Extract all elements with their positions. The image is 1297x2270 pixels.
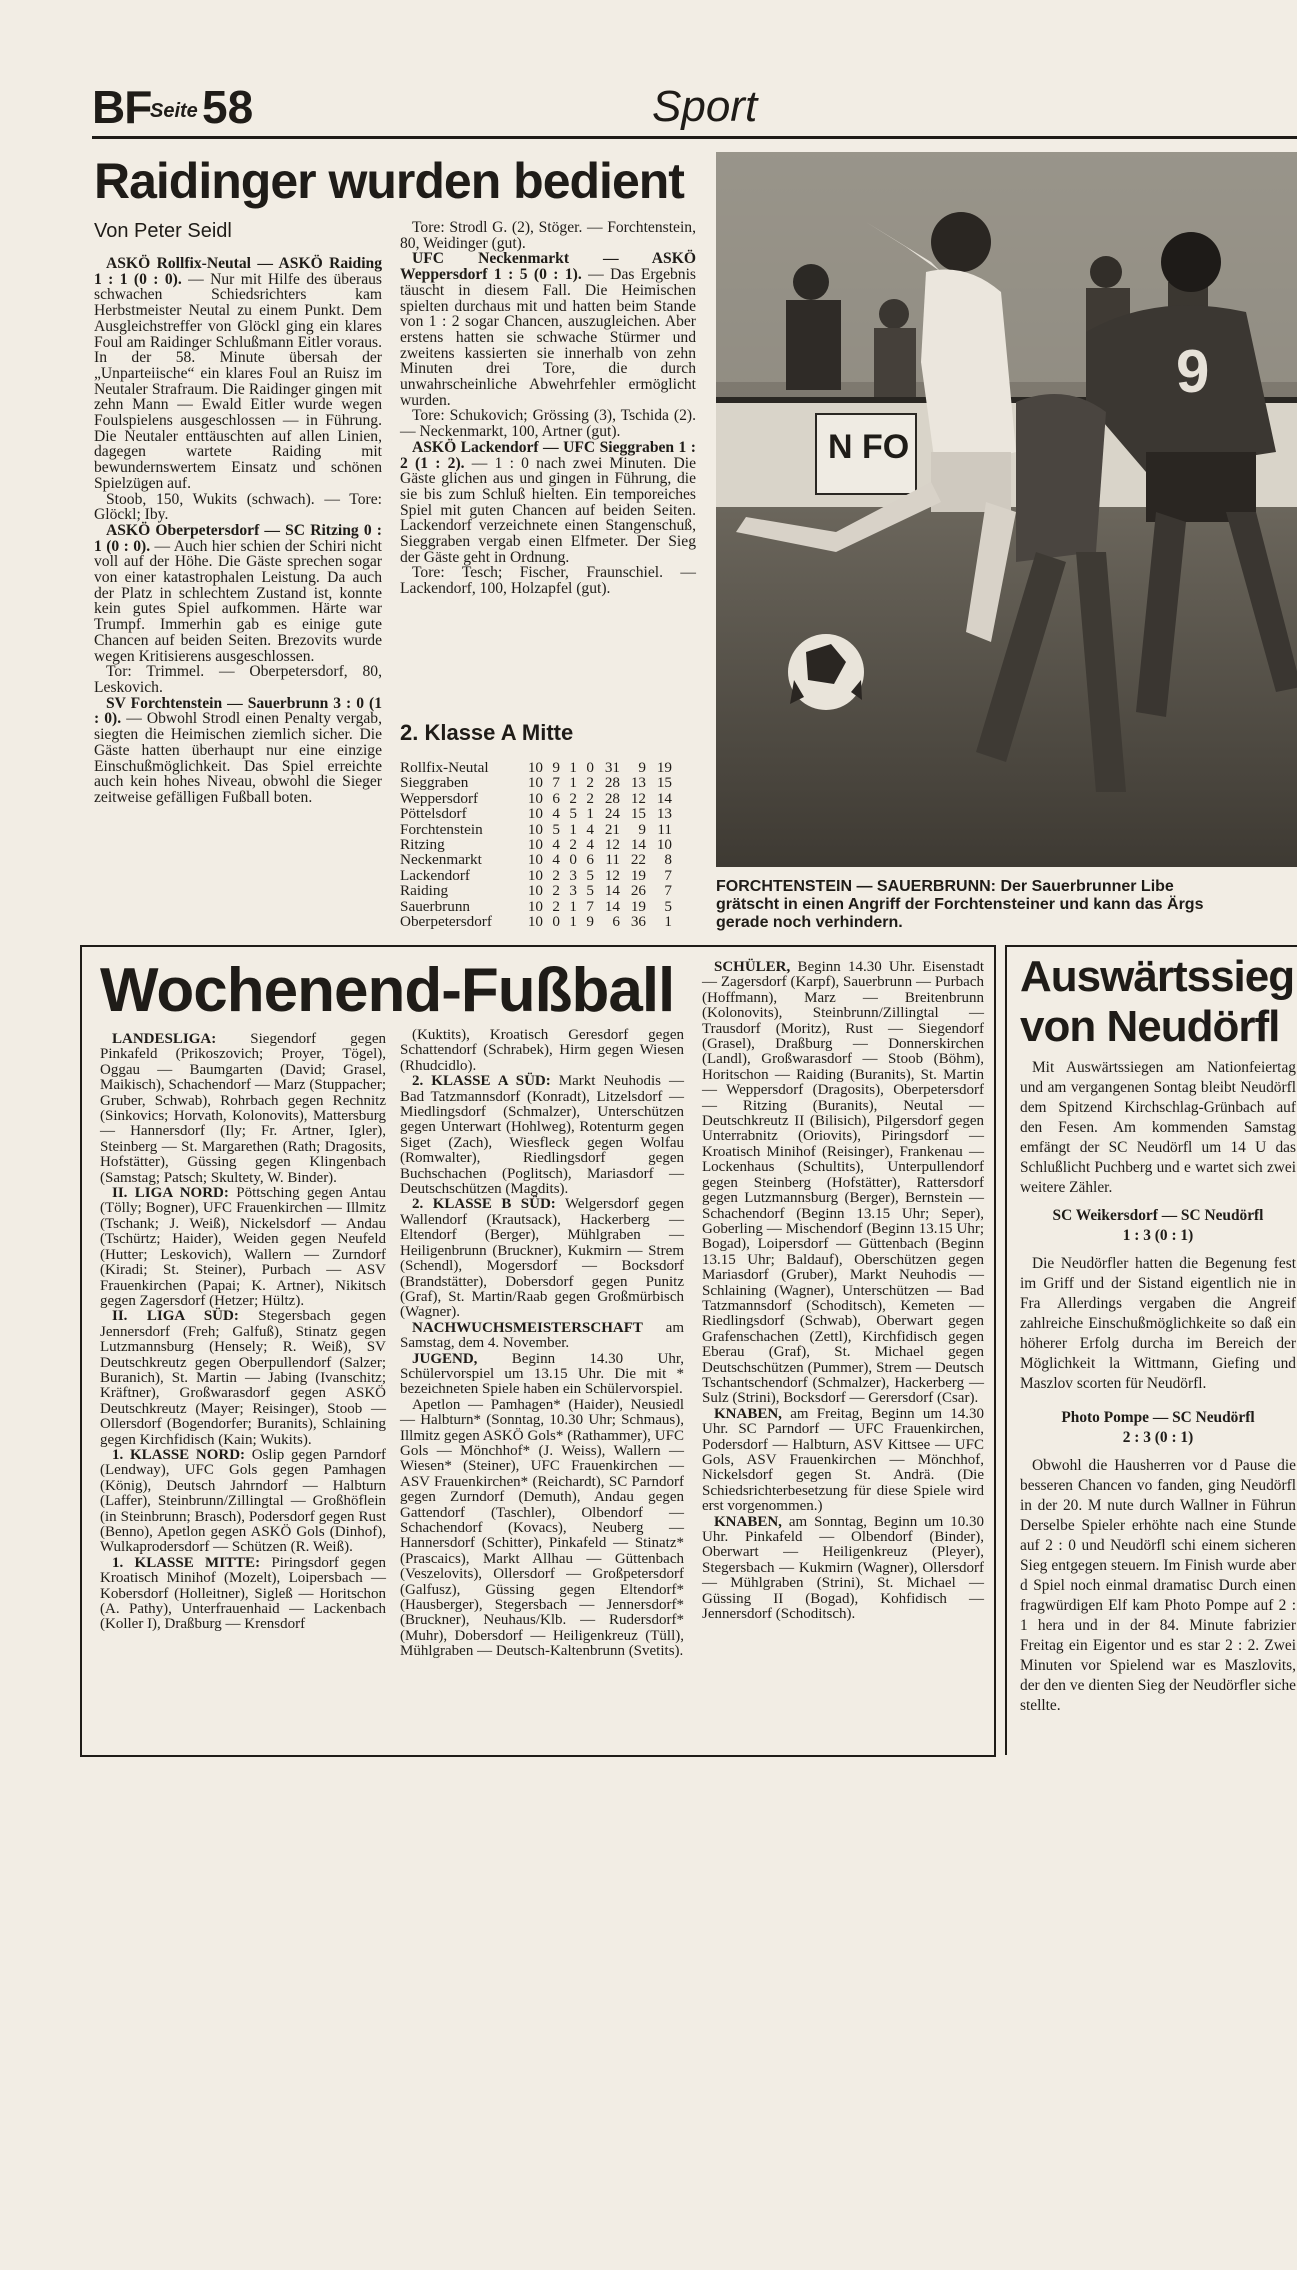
table-cell: 19 [630,866,646,884]
paragraph-text: Stoob, 150, Wukits (schwach). — Tore: Glöckl; Iby. [94,490,382,524]
paragraph [400,251,696,408]
table-cell: 2 [586,774,594,792]
paper-logo: BF [92,81,152,133]
page-header [92,78,1297,140]
paragraph-lead: NACHWUCHSMEISTERSCHAFT [412,1319,643,1336]
match2-text: Obwohl die Hausherren vor d Pause die besseren Chancen vo fanden, ging Neudörfl in der 20. M nute durch Wallner in Führun Derselbe Spieler erhöhte nach eine Stunde auf 2 : 0 und Neudörfl schi einem sicheren Sieg entgegen steuern. Im Finish wurde aber d Spiel noch einmal dramatisc Durch einen fragwürdigen Elf kam Photo Pompe auf 2 : 1 hera und in der 84. Minute fabrizier Freitag ein Eigentor und es star 2 : 2. Zwei Minuten vor Spielend war es Maszlovits, der den ve dienten Sieg der Neudörfler siche stellte. [1020,1457,1296,1714]
table-cell: 15 [630,805,646,823]
table-cell: 1 [569,759,577,776]
article-headline: Raidinger wurden bedient [94,153,684,209]
weekend-headline: Wochenend-Fußball [100,956,675,1025]
header-rule [92,136,1297,139]
paragraph [94,492,382,523]
table-cell: 10 [527,820,543,838]
paragraph-lead: 2. KLASSE B SÜD: [412,1196,556,1213]
table-cell: 31 [604,759,620,776]
table-cell: 7 [664,866,672,884]
table-cell: 1 [569,774,577,792]
table-cell: 7 [664,882,672,900]
table-row [400,760,696,775]
section-title: Sport [652,82,758,131]
table-row [400,914,696,929]
jersey-number: 9 [1176,338,1210,405]
paragraph-text: Stegersbach gegen Jennersdorf (Freh; Galfuß), Stinatz gegen Lutzmannsburg (Hensely; R. Weiß), SV Deutschkreutz gegen Oberpullendorf (Salzer; Buranich), St. Martin — Jabing (Ivanschitz; Kräftner), Großwarasdorf gegen ASKÖ Deutschkreutz (Mayer; Reisinger), Stoob — Ollersdorf (Bogendorfer; Buranits), Schlaining gegen Kirchfidisch (Kain; Wukits). [100,1308,386,1448]
paragraph [100,1309,386,1448]
paragraph-text: — Das Ergebnis täuscht in diesem Fall. Die Heimischen spielten durchaus mit und hatten beim Stande von 1 : 2 sogar Chancen, auszugleichen. Aber erstens hatten sie schwache Stürmer und zweitens kassierten sie innerhalb von zehn Minuten drei Tore, die durch unwahrscheinliche Abwehrfehler ermöglicht wurden. [400,266,696,409]
paragraph [702,1515,984,1623]
neudoerfl-headline-line-2: von Neudörfl [1020,1002,1280,1051]
paragraph [94,664,382,695]
paragraph-lead: UFC Neckenmarkt — ASKÖ Weppersdorf 1 : 5 (0 : 1). [400,250,696,284]
team-name: Lackendorf [400,867,470,884]
caption-line-1: Der Sauerbrunner Libe [996,878,1174,895]
table-cell: 15 [656,774,672,792]
table-row [400,899,696,914]
table-cell: 10 [527,851,543,869]
table-cell: 13 [656,805,672,823]
paragraph-lead: ASKÖ Rollfix-Neutal — ASKÖ Raiding 1 : 1 (0 : 0). [94,255,382,288]
weekend-column-1 [100,1032,386,1633]
table-cell: 12 [604,866,620,884]
paragraph [400,1352,684,1398]
table-cell: 10 [527,759,543,776]
table-cell: 5 [586,882,594,900]
table-cell: 4 [552,805,560,823]
table-row [400,775,696,790]
paragraph-text: — Nur mit Hilfe des überaus schwachen Schiedsrichters kam Herbstmeister Neutal zu einem Punkt. Dem Ausgleichstreffer von Glöckl ging ein klares Foul am Raidinger Schlußmann Eitler voraus. In der 58. Minute übersah der „Unparteiische“ ein klares Foul an Ruisz im Neutaler Strafraum. Die Raidinger gingen mit zehn Mann — Ewald Eitler wurde wegen Foulspielens ausgeschlossen — in Führung. Die Neutaler enttäuschten auf allen Linien, dagegen wartete Raiding mit bewundernswertem Einsatz und schönen Spielzügen auf. [94,270,382,492]
neudoerfl-headline-line-1: Auswärtssieg [1020,952,1295,1001]
table-cell: 0 [552,913,560,931]
table-cell: 5 [569,805,577,823]
table-cell: 10 [527,882,543,900]
paragraph [400,440,696,566]
table-cell: 22 [630,851,646,869]
paragraph-text: Pöttsching gegen Antau (Tölly; Bogner), UFC Frauenkirchen — Illmitz (Tschank; J. Weiß), Nickelsdorf — Andau (Tschürtz; Haider), Weiden gegen Neufeld (Hutter; Leskovich), Wallern — Zurndorf (Kiradi; St. Steiner), Purbach — ASV Frauenkirchen (Papai; K. Artner), Nikitsch gegen Zagersdorf (Hetzer; Hültz). [100,1185,386,1309]
paragraph-text: Piringsdorf gegen Kroatisch Minihof (Mozelt), Loipersbach — Kobersdorf (Holleitner), Sigleß — Horitschon (A. Pathy), Unterfrauenhaid — Lackenbach (Koller I), Draßburg — Krensdorf [100,1554,386,1633]
table-cell: 6 [612,913,620,931]
table-cell: 1 [586,805,594,823]
paragraph-text: — Obwohl Strodl einen Penalty vergab, siegten die Heimischen ziemlich sicher. Die Gäste hatten überhaupt nur eine einzige Einschußmöglichkeit. Das Spiel erreichte auch kein hohes Niveau, obwohl die Sieger zeitweise gefälligen Fußball boten. [94,710,382,806]
paragraph-text: Siegendorf gegen Pinkafeld (Prikoszovich; Proyer, Tögel), Oggau — Baumgarten (David; Grasel, Maikisch), Schachendorf — Marz (Stuppacher; Gruber, Schwab), Rohrbach gegen Rechnitz (Sinkovics; Horvath, Kolonovits), Mattersburg — Hannersdorf (Ily; Fr. Artner, Igler), Steinberg — St. Margarethen (Rath; Dragosits, Hofstätter), Güssing gegen Klingenbach (Samstag; Patsch; Skultety, W. Binder). [100,1031,386,1186]
table-cell: 10 [527,805,543,823]
table-cell: 5 [552,820,560,838]
paragraph-text: — 1 : 0 nach zwei Minuten. Die Gäste glichen aus und gingen in Führung, die sie bis zum Schluß hielten. Ein temporeiches Spiel mit guten Chancen auf beiden Seiten. Lackendorf verzeichnete einen Stangenschuß, Sieggraben vergab einen Elfmeter. Der Sieg der Gäste geht in Ordnung. [400,454,696,566]
table-cell: 28 [604,789,620,807]
table-cell: 14 [630,836,646,854]
table-cell: 19 [630,897,646,915]
neudoerfl-column [1020,1058,1296,2270]
paragraph [94,696,382,806]
paragraph [100,1186,386,1309]
paragraph [400,408,696,439]
paragraph-lead: ASKÖ Oberpetersdorf — SC Ritzing 0 : 1 (0 : 0). [94,521,382,555]
match1-score: 1 : 3 (0 : 1) [1122,1227,1194,1244]
team-name: Oberpetersdorf [400,914,492,930]
team-name: Weppersdorf [400,790,479,807]
table-cell: 4 [552,851,560,869]
table-cell: 1 [569,897,577,915]
table-cell: 14 [604,897,620,915]
paragraph-text: Welgersdorf gegen Wallendorf (Krautsack), Hackerberg — Eltendorf (Berger), Mühlgraben — Heiligenbrunn (Bruckner), Kukmirn — Strem (Schendl), Mogersdorf — Bocksdorf (Brandstätter), Dobersdorf gegen Punitz (Graf), St. Martin/Raab gegen Großmürbisch (Wagner). [400,1196,684,1321]
table-cell: 4 [586,820,594,838]
table-cell: 28 [604,774,620,792]
paragraph-text: — Auch hier schien der Schiri nicht voll auf der Höhe. Die Gäste sprechen sogar von einer katastrophalen Leistung. Da auch der Platz in schlechtem Zustand ist, konnte kein gutes Spiel aufkommen. Härte war Trumpf. Immerhin gab es einige gute Chancen auf beiden Seiten. Brezovits wurde wegen Kritisierens ausgeschlossen. [94,537,382,665]
paragraph-text: Apetlon — Pamhagen* (Haider), Neusiedl — Halbturn* (Sonntag, 10.30 Uhr; Schmaus), Illmitz gegen ASKÖ Gols* (Rathammer), UFC Gols — Mönchhof* (J. Weiss), Wallern — Wiesen* (Steiner), UFC Frauenkirchen — ASV Frauenkirchen* (Reichardt), SC Parndorf gegen Zurndorf (Demuth), Andau gegen Gattendorf (Taschler), Olbendorf — Schachendorf (Kovacs), Neuberg — Hannersdorf (Schitter), Pinkafeld — Stinatz* (Prascaics), Markt Allhau — Güttenbach (Veszelovits), Ollersdorf — Großpetersdorf (Galfusz), Güssing gegen Eltendorf* (Hausberger), Stegersbach — Jennersdorf* (Bruckner), Neuhaus/Klb. — Rudersdorf* (Muhr), Dobersdorf — Heiligenkreuz (Tüll), Mühlgraben — Deutsch-Kaltenbrunn (Svetits). [400,1396,684,1660]
paragraph [400,220,696,251]
table-cell: 2 [552,866,560,884]
match1-title: SC Weikersdorf — SC Neudörfl [1052,1207,1264,1224]
table-cell: 26 [630,882,646,900]
table-cell: 14 [656,789,672,807]
table-cell: 0 [586,759,594,776]
paragraph-lead: LANDESLIGA: [112,1031,217,1047]
table-cell: 19 [656,759,672,776]
paragraph [100,1448,386,1556]
table-cell: 10 [527,913,543,931]
paragraph-text: Tore: Schukovich; Grössing (3), Tschida (2). — Neckenmarkt, 100, Artner (gut). [400,407,696,441]
paragraph-lead: 2. KLASSE A SÜD: [412,1073,551,1090]
paragraph [100,1556,386,1633]
table-cell: 3 [569,882,577,900]
paragraph-text: am Samstag, dem 4. November. [400,1319,684,1352]
table-cell: 3 [569,866,577,884]
caption-line-2: grätscht in einen Angriff der Forchtensteiner und kann das Ärgs [716,896,1204,913]
table-cell: 0 [569,851,577,869]
table-cell: 10 [527,836,543,854]
table-row [400,791,696,806]
match2-title: Photo Pompe — SC Neudörfl [1061,1409,1255,1426]
team-name: Pöttelsdorf [400,806,467,822]
table-cell: 12 [604,836,620,854]
table-cell: 13 [630,774,646,792]
neudoerfl-intro: Mit Auswärtssiegen am Nationfeiertag und am vergangenen Sontag bleibt Neudörfl dem Spitzend Kirchschlag-Grünbach auf den Fesen. Am kommenden Samstag emfängt der SC Neudörfl um 14 U das Schlußlicht Puchberg und e wartet sich zwei weitere Zähler. [1020,1059,1296,1196]
table-cell: 4 [552,836,560,854]
match1-text: Die Neudörfler hatten die Begenung fest im Griff und der Sistand eigentlich nie in Fra Allerdings vergaben die Angreif zahlreiche Einschußmöglichkeite so daß ein höherer Erfolg durcha im Bereich der Möglichkeit la Wittmann, Giefing und Maszlov scorten für Neudörfl. [1020,1255,1296,1392]
paragraph [400,1398,684,1660]
article-column-2 [400,220,696,597]
paragraph-text: Tore: Tesch; Fischer, Fraunschiel. — Lackendorf, 100, Holzapfel (gut). [400,564,696,598]
table-cell: 1 [664,913,672,931]
paragraph [702,1407,984,1515]
paragraph-lead: 1. KLASSE NORD: [112,1446,246,1463]
table-cell: 10 [527,866,543,884]
team-name: Neckenmarkt [400,852,482,868]
paragraph-lead: 1. KLASSE MITTE: [112,1554,261,1571]
table-cell: 1 [569,820,577,838]
table-cell: 2 [552,897,560,915]
paragraph-text: Beginn 14.30 Uhr, Schülervorspiel um 13.15 Uhr. Die mit * bezeichneten Spiele haben ein Schülervorspiel. [400,1350,684,1398]
table-cell: 2 [586,789,594,807]
table-cell: 6 [586,851,594,869]
table-cell: 5 [586,866,594,884]
table-row [400,868,696,883]
paragraph [702,960,984,1407]
team-name: Sauerbrunn [400,898,471,915]
paragraph-lead: II. LIGA SÜD: [112,1308,239,1325]
paragraph [400,1321,684,1352]
league-table [400,760,696,929]
paragraph-lead: KNABEN, [714,1405,782,1422]
paragraph [400,565,696,596]
paragraph-text: am Sonntag, Beginn um 10.30 Uhr. Pinkafeld — Olbendorf (Binder), Oberwart — Heiligenkreuz (Pleyer), Stegersbach — Kukmirn (Wagner), Ollersdorf — Mühlgraben (Strini), St. Michael — Güssing II (Bogad), Kohfidisch — Jennersdorf (Schoditsch). [702,1513,984,1623]
caption-lead: FORCHTENSTEIN — SAUERBRUNN: [716,878,996,895]
byline: Von Peter Seidl [94,220,232,242]
page-number: 58 [202,81,254,133]
paragraph-text: am Freitag, Beginn um 14.30 Uhr. SC Parndorf — UFC Frauenkirchen, Podersdorf — Halbturn, ASV Kittsee — UFC Gols, ASV Frauenkirchen — Mönchhof, Nickelsdorf gegen St. Andrä. (Die Schiedsrichterbesetzung für diese Spiele wird erst vorgenommen.) [702,1405,984,1515]
paragraph-text: Tor: Trimmel. — Oberpetersdorf, 80, Leskovich. [94,663,382,696]
table-cell: 24 [604,805,620,823]
paragraph [94,523,382,664]
team-name: Sieggraben [400,775,469,791]
table-cell: 10 [656,836,672,854]
table-cell: 7 [552,774,560,792]
table-cell: 2 [569,836,577,854]
table-row [400,883,696,898]
table-row [400,837,696,852]
paragraph-text: Oslip gegen Parndorf (Lendway), UFC Gols gegen Pamhagen (König), Deutsch Jahrndorf — Halbturn (Laffer), Steinbrunn/Zillingtal — Großhöflein (in Steinbrunn; Brasch), Podersdorf gegen Rust (Benno), Apetlon gegen ASKÖ Gols (Dinhof), Wulkaprodersdorf — Schützen (R. Weiß). [100,1446,386,1556]
table-cell: 10 [527,897,543,915]
weekend-column-3 [702,960,984,1622]
match-photo [716,152,1297,867]
team-name: Ritzing [400,837,445,853]
table-cell: 8 [664,851,672,869]
banner-text: N FO [828,428,910,466]
table-cell: 9 [552,759,560,776]
table-cell: 14 [604,882,620,900]
paragraph-lead: KNABEN, [714,1513,782,1530]
table-cell: 2 [552,882,560,900]
table-cell: 12 [630,789,646,807]
table-cell: 21 [604,820,620,838]
table-cell: 9 [638,820,646,838]
paragraph-lead: SCHÜLER, [714,959,791,975]
table-cell: 36 [630,913,646,931]
paragraph-lead: JUGEND, [412,1350,478,1367]
table-cell: 7 [586,897,594,915]
table-cell: 6 [552,789,560,807]
paragraph [400,1074,684,1197]
table-cell: 2 [569,789,577,807]
photo-caption [716,878,1297,932]
table-cell: 9 [586,913,594,931]
paragraph-text: Tore: Strodl G. (2), Stöger. — Forchtenstein, 80, Weidinger (gut). [400,219,696,252]
table-cell: 11 [605,851,620,869]
weekend-column-2 [400,1028,684,1660]
caption-line-3: gerade noch verhindern. [716,914,903,931]
paragraph [100,1032,386,1186]
paragraph-lead: II. LIGA NORD: [112,1185,229,1202]
paragraph [400,1197,684,1320]
paragraph-lead: SV Forchtenstein — Sauerbrunn 3 : 0 (1 : 0). [94,694,382,728]
table-title: 2. Klasse A Mitte [400,720,574,745]
table-cell: 1 [569,913,577,931]
table-row [400,806,696,821]
match2-score: 2 : 3 (0 : 1) [1122,1429,1194,1446]
table-cell: 10 [527,789,543,807]
team-name: Forchtenstein [400,821,483,838]
table-cell: 11 [657,820,672,838]
page-word: Seite [150,100,198,122]
paragraph-text: Beginn 14.30 Uhr. Eisenstadt — Zagersdorf (Karpf), Sauerbrunn — Purbach (Hoffmann), Marz — Breitenbrunn (Kolonovits), Steinbrunn/Zillingtal — Trausdorf (Moritz), Rust — Siegendorf (Grasel), Draßburg — Donnerskirchen (Landl), Großwarasdorf — Stoob (Böhm), Horitschon — Raiding (Buranits), St. Martin — Weppersdorf (Dragosits), Oberpetersdorf — Ritzing (Buranits), Neutal — Deutschkreutz II (Bilisich), Pilgersdorf gegen Unterrabnitz (Oriovits), Piringsdorf — Kroatisch Minihof (Reisinger), Frankenau — Lockenhaus (Schultits), Unterpullendorf gegen Steinberg (Hofstätter), Rattersdorf gegen Lutzmannsburg (Berger), Bernstein — Schachendorf (Beginn 13.15 Uhr; Seper), Goberling — Mischendorf (Beginn 13.15 Uhr; Bogad), Loipersdorf — Güttenbach (Beginn 13.15 Uhr; Baldauf), Oberschützen gegen Mariasdorf (Gruber), Markt Neuhodis — Schlaining (Wagner), Unterschützen — Bad Tatzmannsdorf (Schoditsch), Kemeten — Riedlingsdorf (Schwab), Oberwart gegen Grafenschachen (Zettl), Kirchfidisch gegen Eberau (Graf), St. Michael gegen Deutschschützen (Pummer), Strem — Deutsch Tschantschendorf (Schmalzer), Hackerberg — Sulz (Strini), Bocksdorf — Gerersdorf (Csar). [702,959,984,1407]
table-cell: 4 [586,836,594,854]
table-cell: 9 [638,759,646,776]
paragraph-text: Markt Neuhodis — Bad Tatzmannsdorf (Konradt), Litzelsdorf — Miedlingsdorf (Schmalzer), Unterschützen gegen Unterwart (Hohlweg), Rotenturm gegen Siget (Zach), Wiesfleck gegen Wolfau (Romwalter), Riedlingsdorf gegen Buchschachen (Poglitsch), Mariasdorf — Deutschschützen (Magdits). [400,1073,684,1198]
table-row [400,822,696,837]
paragraph-text: (Kuktits), Kroatisch Geresdorf gegen Schattendorf (Schrabek), Hirm gegen Wiesen (Rhudcidlo). [400,1027,684,1074]
table-cell: 5 [664,897,672,915]
table-row [400,852,696,867]
paragraph-lead: ASKÖ Lackendorf — UFC Sieggraben 1 : 2 (1 : 2). [400,438,696,472]
paragraph [94,256,382,492]
photo-illustration [716,152,1297,867]
article-column-1 [94,256,382,806]
team-name: Raiding [400,883,449,899]
table-cell: 10 [527,774,543,792]
team-name: Rollfix-Neutal [400,760,489,776]
paragraph [400,1028,684,1074]
